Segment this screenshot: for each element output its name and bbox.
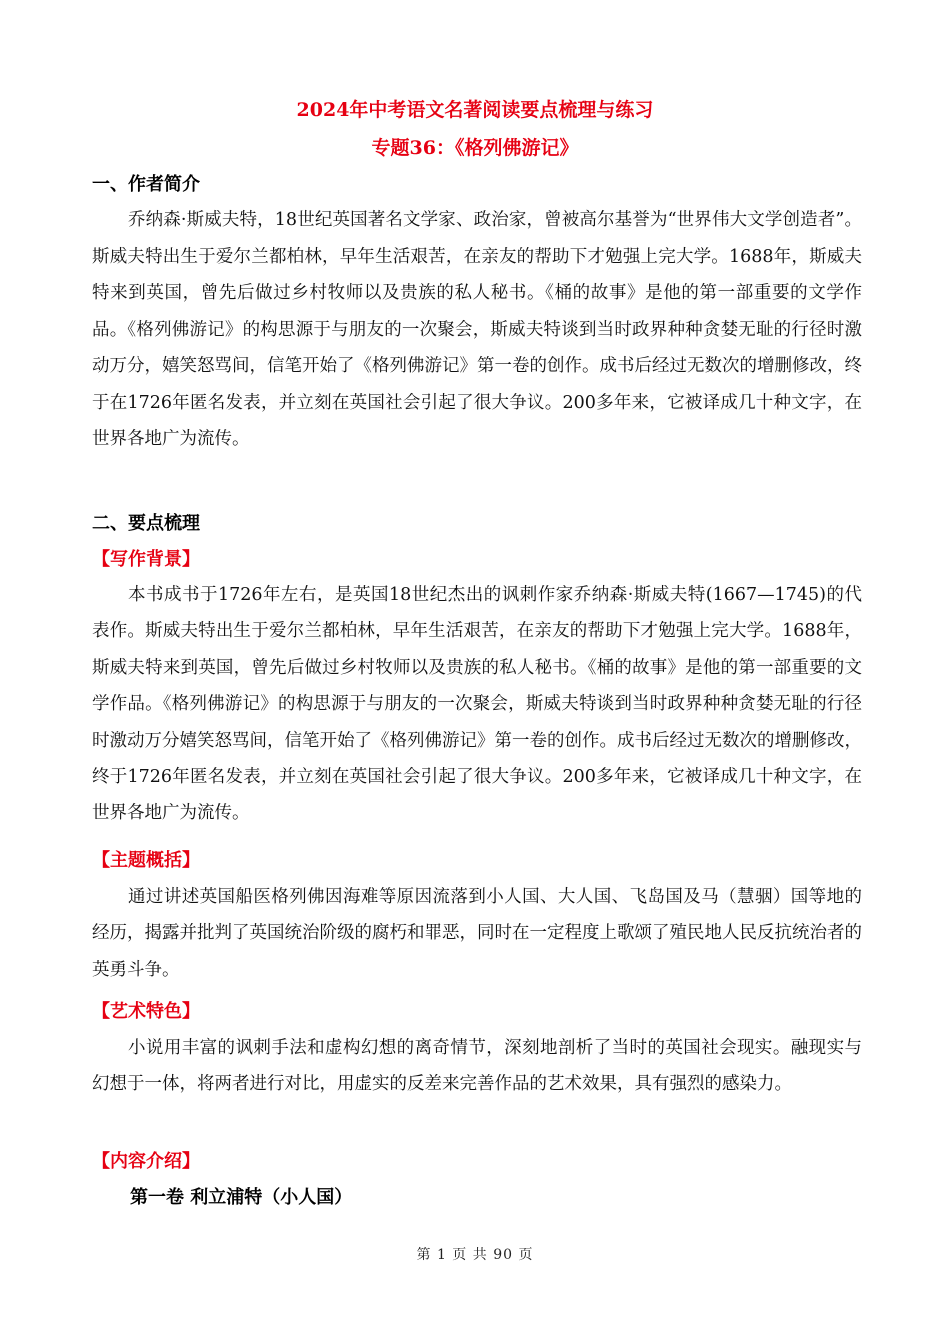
tag-content-introduction: 【内容介绍】: [92, 1151, 200, 1172]
section-heading-key-points: 二、要点梳理: [92, 513, 200, 534]
volume-one-heading: 第一卷 利立浦特（小人国）: [130, 1187, 353, 1208]
theme-summary-paragraph: 通过讲述英国船医格列佛因海难等原因流落到小人国、大人国、飞岛国及马（慧骃）国等地的经历，揭露并批判了英国统治阶级的腐朽和罪恶，同时在一定程度上歌颂了殖民地人民反抗统治者的英勇斗争。: [92, 887, 862, 980]
section-heading-author: 一、作者简介: [92, 174, 200, 195]
document-subtitle: 专题36：《格列佛游记》: [371, 137, 579, 159]
author-intro-paragraph: 乔纳森·斯威夫特，18世纪英国著名文学家、政治家，曾被高尔基誉为“世界伟大文学创造者”。斯威夫特出生于爱尔兰都柏林，早年生活艰苦，在亲友的帮助下才勉强上完大学。1688年，斯威夫特来到英国，曾先后做过乡村牧师以及贵族的私人秘书。《桶的故事》是他的第一部重要的文学作品。《格列佛游记》的构思源于与朋友的一次聚会，斯威夫特谈到当时政界种种贪婪无耻的行径时激动万分，嬉笑怒骂间，信笔开始了《格列佛游记》第一卷的创作。成书后经过无数次的增删修改，终于在1726年匿名发表，并立刻在英国社会引起了很大争议。200多年来，它被译成几十种文字，在世界各地广为流传。: [92, 210, 862, 449]
artistic-features-paragraph: 小说用丰富的讽刺手法和虚构幻想的离奇情节，深刻地剖析了当时的英国社会现实。融现实与幻想于一体，将两者进行对比，用虚实的反差来完善作品的艺术效果，具有强烈的感染力。: [92, 1038, 862, 1095]
tag-theme-summary: 【主题概括】: [92, 850, 200, 871]
page-footer: 第 1 页 共 90 页: [416, 1247, 534, 1263]
tag-artistic-features: 【艺术特色】: [92, 1001, 200, 1022]
document-title: 2024年中考语文名著阅读要点梳理与练习: [296, 99, 654, 121]
writing-background-paragraph: 本书成书于1726年左右，是英国18世纪杰出的讽刺作家乔纳森·斯威夫特(1667—1745)的代表作。斯威夫特出生于爱尔兰都柏林，早年生活艰苦，在亲友的帮助下才勉强上完大学。1688年，斯威夫特来到英国，曾先后做过乡村牧师以及贵族的私人秘书。《桶的故事》是他的第一部重要的文学作品。《格列佛游记》的构思源于与朋友的一次聚会，斯威夫特谈到当时政界种种贪婪无耻的行径时激动万分嬉笑怒骂间，信笔开始了《格列佛游记》第一卷的创作。成书后经过无数次的增删修改，终于1726年匿名发表，并立刻在英国社会引起了很大争议。200多年来，它被译成几十种文字，在世界各地广为流传。: [92, 585, 862, 824]
tag-writing-background: 【写作背景】: [92, 549, 200, 570]
